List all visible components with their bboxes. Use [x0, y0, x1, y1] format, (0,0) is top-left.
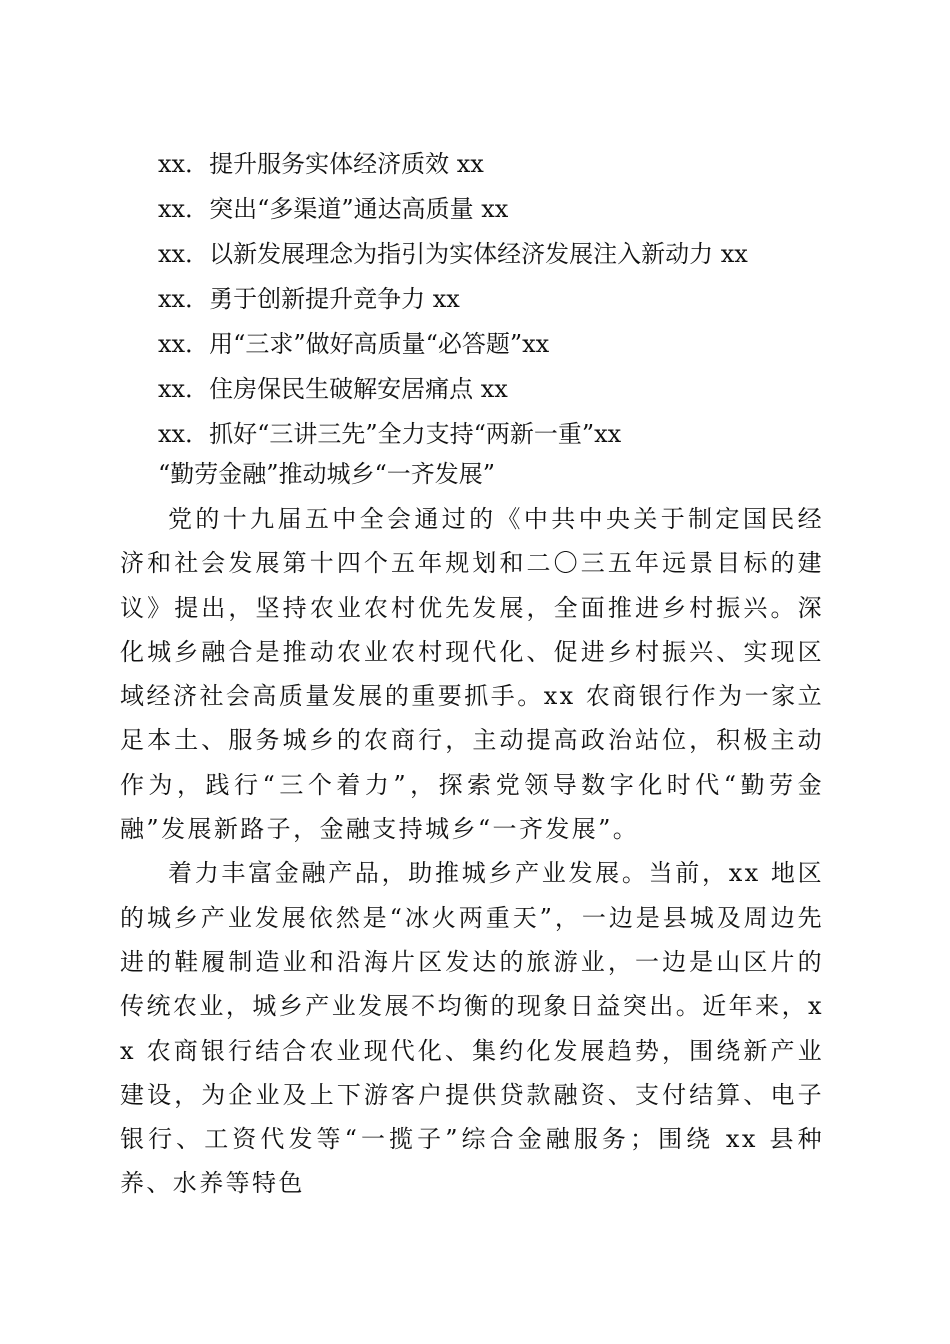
body-paragraph: 着力丰富金融产品，助推城乡产业发展。当前，xx 地区的城乡产业发展依然是“冰火两重天”，一边是县城及周边先进的鞋履制造业和沿海片区发达的旅游业，一边是山区片的传统农业，城乡产业发展不均衡的现象日益突出。近年来，xx 农商银行结合农业现代化、集约化发展趋势，围绕新产业建设，为企业及上下游客户提供贷款融资、支付结算、电子银行、工资代发等“一揽子”综合金融服务；围绕 xx 县种养、水养等特色: [120, 859, 824, 1198]
article-title: “勤劳金融”推动城乡“一齐发展”: [158, 460, 496, 488]
toc-item: xx．住房保民生破解安居痛点 xx: [158, 375, 508, 403]
toc-item: xx．抓好“三讲三先”全力支持“两新一重”xx: [158, 420, 622, 448]
toc-item: xx．用“三求”做好高质量“必答题”xx: [158, 330, 550, 358]
body-paragraph: 党的十九届五中全会通过的《中共中央关于制定国民经济和社会发展第十四个五年规划和二〇三五年远景目标的建议》提出，坚持农业农村优先发展，全面推进乡村振兴。深化城乡融合是推动农业农村现代化、促进乡村振兴、实现区域经济社会高质量发展的重要抓手。xx 农商银行作为一家立足本土、服务城乡的农商行，主动提高政治站位，积极主动作为，践行“三个着力”，探索党领导数字化时代“勤劳金融”发展新路子，金融支持城乡“一齐发展”。: [120, 505, 824, 844]
toc-item: xx．突出“多渠道”通达高质量 xx: [158, 195, 509, 223]
toc-item: xx．提升服务实体经济质效 xx: [158, 150, 484, 178]
article-body: [120, 497, 824, 1206]
table-of-contents: [158, 142, 858, 457]
toc-item: xx．勇于创新提升竞争力 xx: [158, 285, 460, 313]
toc-item: xx．以新发展理念为指引为实体经济发展注入新动力 xx: [158, 240, 748, 268]
